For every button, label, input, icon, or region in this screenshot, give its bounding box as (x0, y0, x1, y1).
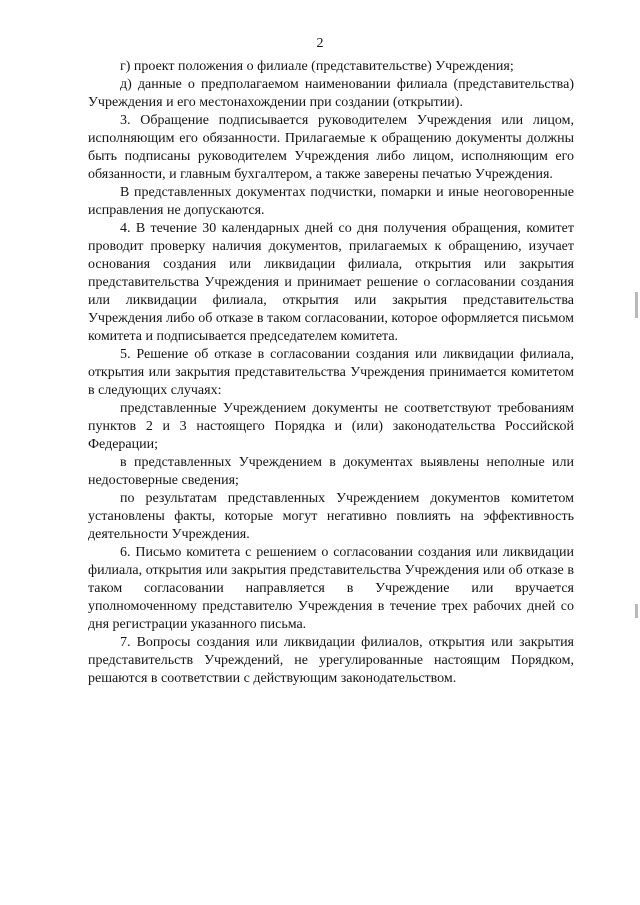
paragraph-item-4: 4. В течение 30 календарных дней со дня получения обращения, комитет проводит проверку наличия документов, прилагаемых к обращению, изучает основания создания или ликвидации филиала, открытия или закрытия представительства Учреждения и принимает решение о согласовании создания или ликвидации филиала, открытия или закрытия представительства Учреждения либо об отказе в таком согласовании, которое оформляется письмом комитета и подписывается председателем комитета. (88, 221, 574, 344)
paragraph-item-6: 6. Письмо комитета с решением о согласовании создания или ликвидации филиала, открытия или закрытия представительства Учреждения или об отказе в таком согласовании направляется в Учреждение или вручается уполномоченному представителю Учреждения в течение трех рабочих дней со дня регистрации указанного письма. (88, 545, 574, 632)
paragraph-item-5: 5. Решение об отказе в согласовании создания или ликвидации филиала, открытия или закрытия представительства Учреждения принимается комитетом в следующих случаях: (88, 347, 574, 398)
paragraph-case-noncompliance: представленные Учреждением документы не соответствуют требованиям пунктов 2 и 3 настоящего Порядка и (или) законодательства Российской Федерации; (88, 401, 574, 452)
scan-edge-mark (635, 292, 638, 318)
paragraph-no-corrections: В представленных документах подчистки, помарки и иные неоговоренные исправления не допускаются. (88, 185, 574, 218)
paragraph-item-3: 3. Обращение подписывается руководителем Учреждения или лицом, исполняющим его обязанности. Прилагаемые к обращению документы должны быть подписаны руководителем Учреждения либо лицом, исполняющим его обязанности, и главным бухгалтером, а также заверены печатью Учреждения. (88, 113, 574, 182)
page-number: 2 (316, 36, 324, 51)
paragraph-subitem-g: г) проект положения о филиале (представительстве) Учреждения; (120, 59, 514, 74)
paragraph-item-7: 7. Вопросы создания или ликвидации филиалов, открытия или закрытия представительств Учреждений, не урегулированные настоящим Порядком, решаются в соответствии с действующим законодательством. (88, 635, 574, 686)
document-body (88, 58, 574, 688)
scan-edge-mark (635, 604, 638, 618)
paragraph-case-incomplete-info: в представленных Учреждением в документах выявлены неполные или недостоверные сведения; (88, 455, 574, 488)
paragraph-case-negative-impact: по результатам представленных Учреждением документов комитетом установлены факты, которые могут негативно повлиять на эффективность деятельности Учреждения. (88, 491, 574, 542)
paragraph-subitem-d: д) данные о предполагаемом наименовании филиала (представительства) Учреждения и его местонахождении при создании (открытии). (88, 77, 574, 110)
